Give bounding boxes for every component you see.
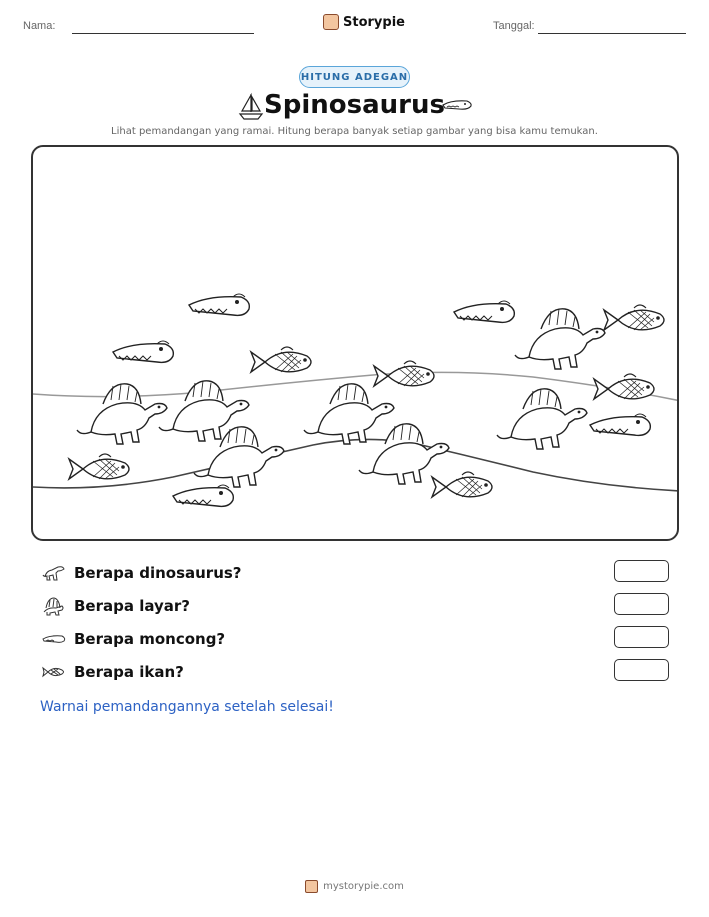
answer-box-snouts[interactable] (614, 626, 669, 648)
fish-icon (42, 662, 66, 682)
dinosaur-figure-1 (77, 384, 167, 444)
question-text: Berapa layar? (74, 597, 191, 615)
name-label: Nama: (23, 20, 56, 32)
fish-figure-2 (374, 361, 434, 386)
fish-figure-1 (251, 347, 311, 372)
dinosaur-icon (42, 563, 66, 583)
footer-url[interactable]: mystorypie.com (323, 881, 404, 892)
storypie-logo-icon (305, 880, 318, 893)
name-field[interactable] (72, 33, 254, 34)
snout-figure-2 (113, 341, 173, 362)
footer (0, 880, 709, 893)
closing-note: Warnai pemandangannya setelah selesai! (40, 699, 334, 715)
brand-logo (323, 14, 405, 30)
question-fish (42, 659, 184, 685)
question-text: Berapa moncong? (74, 630, 226, 648)
dinosaur-figure-6 (194, 427, 284, 487)
snout-figure-5 (173, 485, 233, 506)
dinosaur-figure-4 (515, 309, 605, 369)
dinosaur-figure-3 (304, 384, 394, 444)
question-text: Berapa dinosaurus? (74, 564, 242, 582)
counting-scene (31, 145, 679, 541)
answer-box-sails[interactable] (614, 593, 669, 615)
snout-icon (42, 629, 66, 649)
answer-box-dinosaurs[interactable] (614, 560, 669, 582)
snout-figure-3 (454, 301, 514, 322)
page-title: Spinosaurus (264, 90, 445, 120)
fish-figure-5 (69, 454, 129, 479)
activity-badge: HITUNG ADEGAN (299, 66, 410, 88)
storypie-logo-icon (323, 14, 339, 30)
fish-figure-6 (432, 472, 492, 497)
answer-box-fish[interactable] (614, 659, 669, 681)
fish-figure-3 (604, 305, 664, 330)
date-field[interactable] (538, 33, 686, 34)
dinosaur-figure-5 (497, 389, 587, 449)
sail-icon (42, 596, 66, 616)
date-label: Tanggal: (493, 20, 535, 32)
snout-figure-1 (189, 294, 249, 315)
question-snouts (42, 626, 225, 652)
snout-figure-4 (590, 414, 650, 435)
fish-figure-4 (594, 374, 654, 399)
brand-name: Storypie (343, 14, 405, 30)
dinosaur-figure-7 (359, 424, 449, 484)
scene-illustration (33, 147, 679, 541)
question-dinosaurs (42, 560, 242, 586)
question-text: Berapa ikan? (74, 663, 184, 681)
snout-icon (441, 98, 473, 112)
instructions: Lihat pemandangan yang ramai. Hitung berapa banyak setiap gambar yang bisa kamu temukan. (111, 126, 598, 137)
question-sails (42, 593, 190, 619)
